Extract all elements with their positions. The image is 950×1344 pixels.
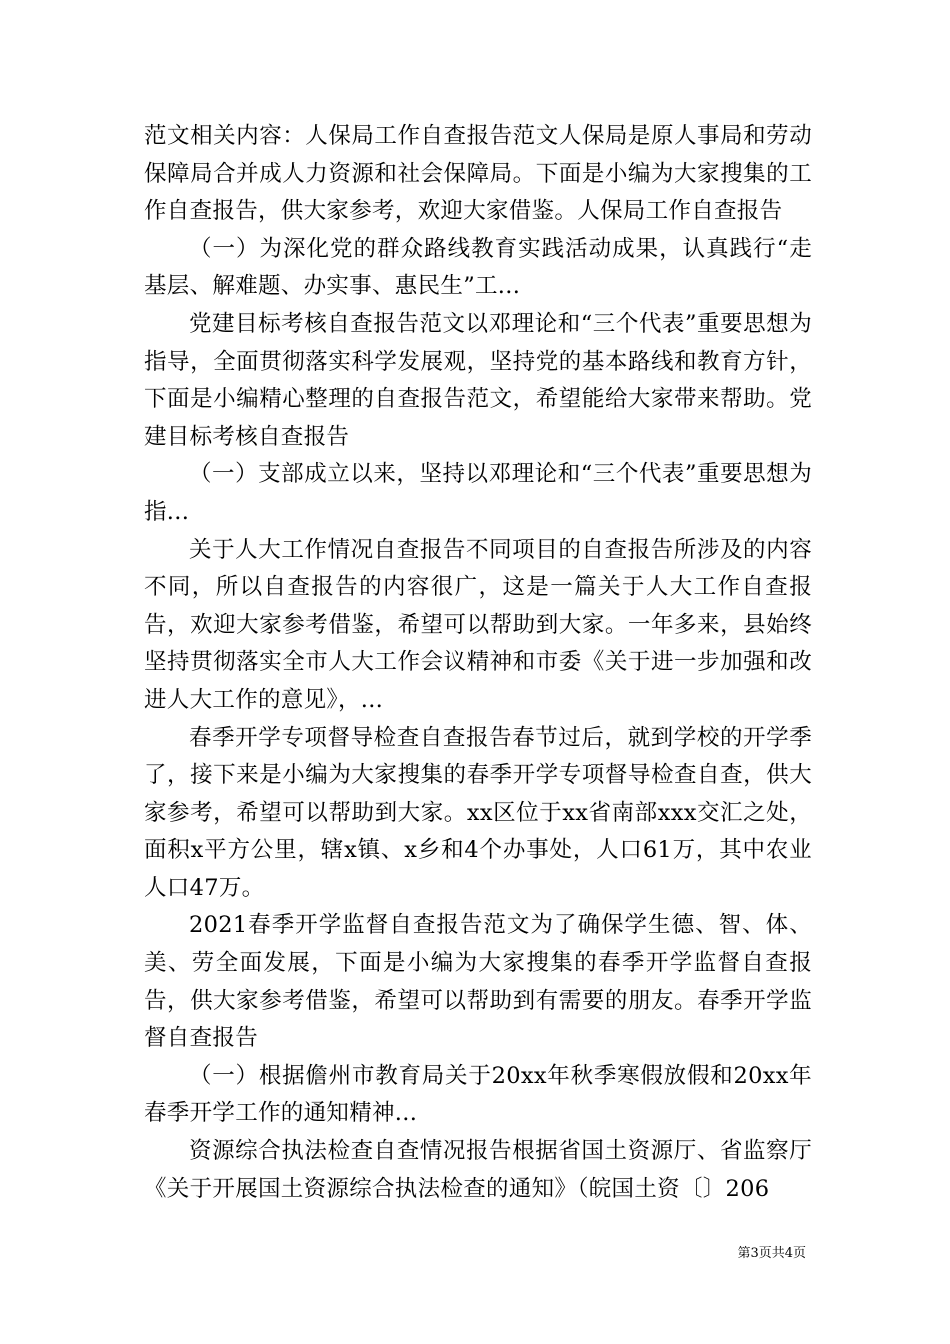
paragraph-party-building: 党建目标考核自查报告范文以邓理论和“三个代表”重要思想为指导，全面贯彻落实科学发展观，坚持党的基本路线和教育方针，下面是小编精心整理的自查报告范文，希望能给大家带来帮助。党建目标考核自查报告 bbox=[144, 310, 812, 450]
paragraph-intro: 范文相关内容：人保局工作自查报告范文人保局是原人事局和劳动保障局合并成人力资源和社会保障局。下面是小编为大家搜集的工作自查报告，供大家参考，欢迎大家借鉴。人保局工作自查报告 bbox=[144, 123, 812, 225]
paragraph-land-resources: 资源综合执法检查自查情况报告根据省国土资源厅、省监察厅《关于开展国土资源综合执法检查的通知》（皖国土资〔〕206 bbox=[144, 1138, 812, 1202]
document-body bbox=[144, 118, 812, 1208]
paragraph-spring-semester: 春季开学专项督导检查自查报告春节过后，就到学校的开学季了，接下来是小编为大家搜集的春季开学专项督导检查自查，供大家参考，希望可以帮助到大家。xx区位于xx省南部xxx交汇之处，面积x平方公里，辖x镇、x乡和4个办事处，人口61万，其中农业人口47万。 bbox=[144, 724, 812, 901]
paragraph-subitem: （一）为深化党的群众路线教育实践活动成果，认真践行“走基层、解难题、办实事、惠民生”工... bbox=[144, 235, 812, 300]
paragraph-spring-supervision: 2021春季开学监督自查报告范文为了确保学生德、智、体、美、劳全面发展，下面是小编为大家搜集的春季开学监督自查报告，供大家参考借鉴，希望可以帮助到有需要的朋友。春季开学监督自查报告 bbox=[144, 912, 812, 1052]
page-number: 第3页共4页 bbox=[737, 1246, 806, 1261]
paragraph-subitem: （一）支部成立以来，坚持以邓理论和“三个代表”重要思想为指... bbox=[144, 461, 812, 525]
paragraph-subitem: （一）根据儋州市教育局关于20xx年秋季寒假放假和20xx年春季开学工作的通知精神... bbox=[144, 1062, 812, 1127]
page-footer bbox=[0, 1244, 950, 1268]
paragraph-npc-work: 关于人大工作情况自查报告不同项目的自查报告所涉及的内容不同，所以自查报告的内容很广，这是一篇关于人大工作自查报告，欢迎大家参考借鉴，希望可以帮助到大家。一年多来，县始终坚持贯彻落实全市人大工作会议精神和市委《关于进一步加强和改进人大工作的意见》，... bbox=[144, 536, 812, 713]
